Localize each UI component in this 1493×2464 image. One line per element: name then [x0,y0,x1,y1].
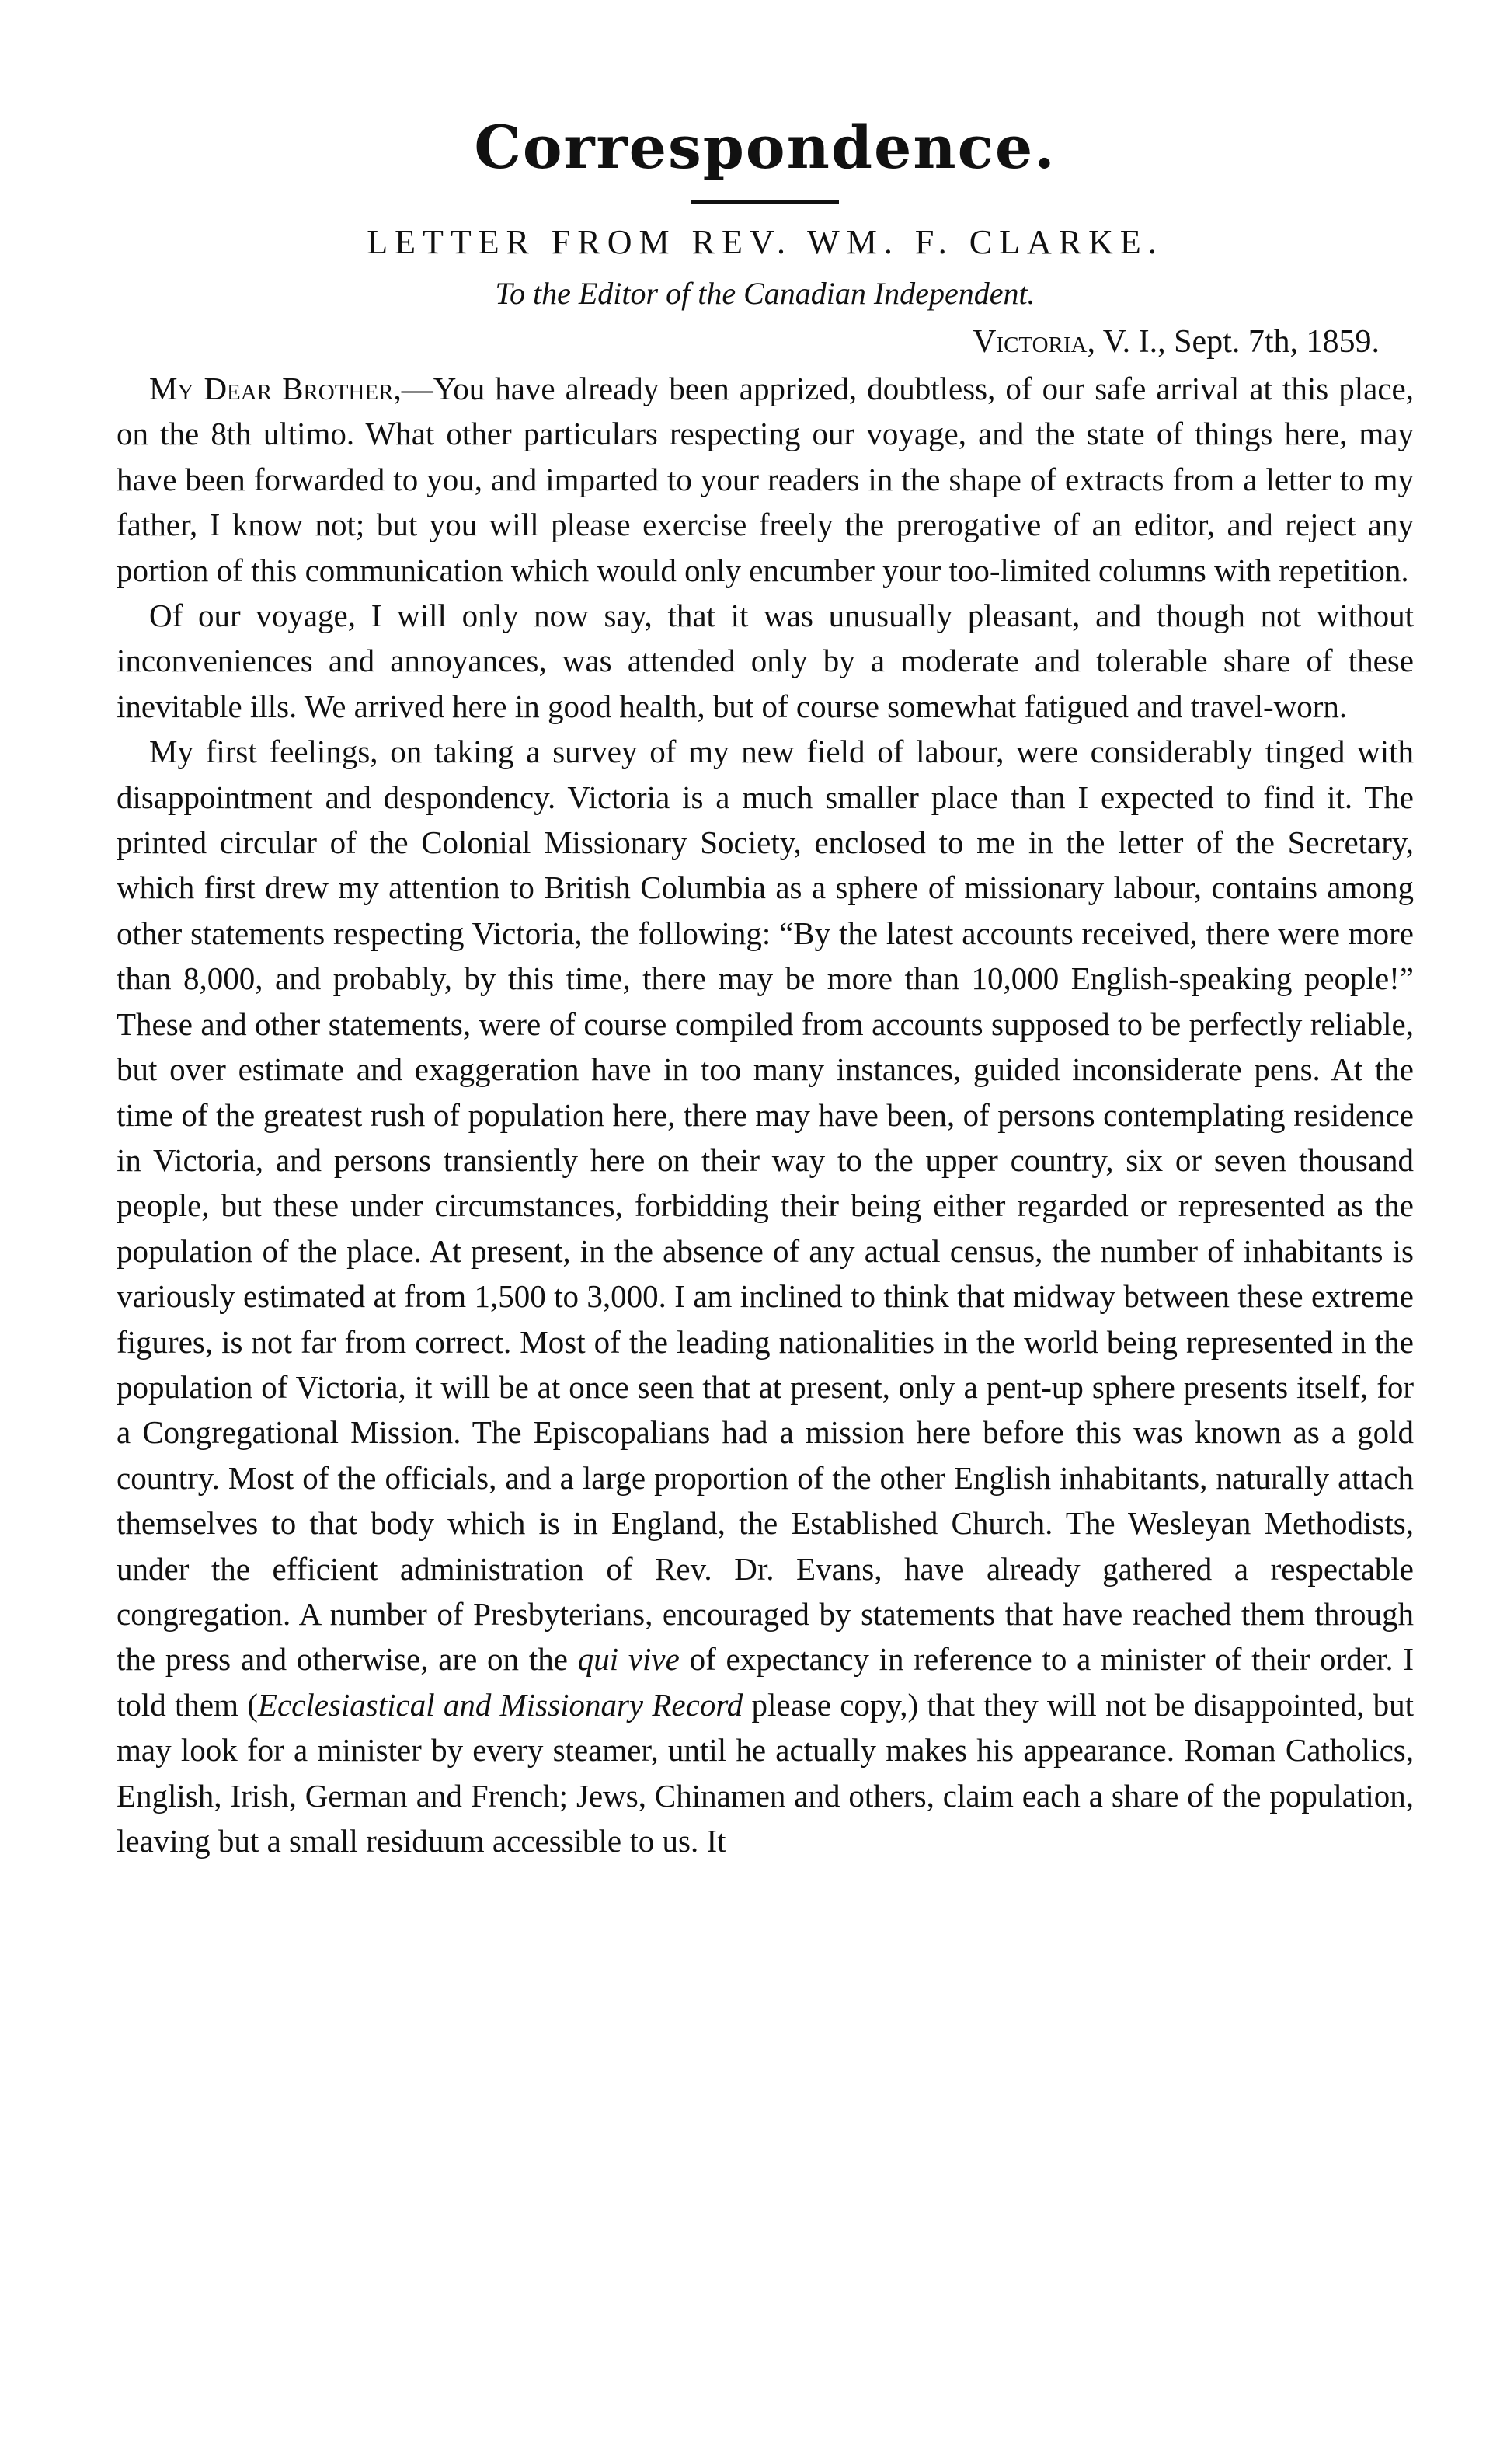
addressee-line: To the Editor of the Canadian Independent. [495,276,1035,311]
title-rule [691,200,839,204]
paragraph-3-text: My first feelings, on taking a survey of my new field of labour, were considerably tinged with disappointment and despondency. Victoria is a much smaller place than I expected to find it. The printed circular of the Colonial Missionary Society, enclosed to me in the letter of the Secretary, which first drew my attention to British Columbia as a sphere of missionary labour, contains among other statements respecting Victoria, the following: “By the latest accounts received, there were more than 8,000, and probably, by this time, there may be more than 10,000 English-speaking people!” These and other statements, were of course compiled from accounts supposed to be perfectly reliable, but over estimate and exaggeration have in too many instances, guided inconsiderate pens. At the time of the greatest rush of population here, there may have been, of persons contemplating residence in Victoria, and persons transiently here on their way to the upper country, six or seven thousand people, but these under circumstances, forbidding their being either regarded or represented as the population of the place. At present, in the absence of any actual census, the number of inhabitants is variously estimated at from 1,500 to 3,000. I am inclined to think that midway between these extreme figures, is not far from correct. Most of the leading nationalities in the world being represented in the population of Victoria, it will be at once seen that at present, only a pent-up sphere presents itself, for a Congregational Mission. The Episcopalians had a mission here before this was known as a gold country. Most of the officials, and a large proportion of the other English inhabitants, naturally attach themselves to that body which is in England, the Established Church. The Wesleyan Methodists, under the efficient administration of Rev. Dr. Evans, have already gathered a respectable congregation. A number of Presbyterians, encouraged by statements that have reached them through the press and otherwise, are on the [117,734,1414,1678]
dateline-rest: , V. I., Sept. 7th, 1859. [1087,324,1380,360]
paragraph-3 [117,729,1414,1863]
letter-body [117,366,1414,1863]
dateline-place: Victoria [973,324,1088,360]
paragraph-3-end: please copy,) that they will not be disappointed, but may look for a minister by every steamer, until he actually makes his appearance. Roman Catholics, English, Irish, German and French; Jews, Chinamen and others, claim each a share of the population, leaving but a small residuum accessible to us. It [117,1686,1415,1859]
paragraph-3-continued: of expectancy in reference to a minister of their order. I told them ( [117,1641,1414,1723]
letter-title: LETTER FROM REV. WM. F. CLARKE. [367,223,1164,261]
record-citation: Ecclesiastical and Missionary Record [257,1686,743,1723]
section-title: Correspondence. [474,113,1056,182]
paragraph-1-text: ,—You have already been apprized, doubtless, of our safe arrival at this place, on the 8th ultimo. What other particulars respecting our voyage, and the state of things here, may have been forwarded to you, and imparted to your readers in the shape of extracts from a letter to my father, I know not; but you will please exercise freely the prerogative of an editor, and reject any portion of this communication which would only encumber your too-limited columns with repetition. [117,371,1414,588]
paragraph-1 [117,366,1414,593]
qui-vive-phrase: qui vive [577,1641,680,1678]
paragraph-2: Of our voyage, I will only now say, that it was unusually pleasant, and though not without inconveniences and annoyances, was attended only by a moderate and tolerable share of these inevitable ills. We arrived here in good health, but of course somewhat fatigued and travel-worn. [117,598,1414,724]
document-page [117,109,1414,1863]
salutation: My Dear Brother [149,371,394,406]
dateline [117,318,1380,366]
